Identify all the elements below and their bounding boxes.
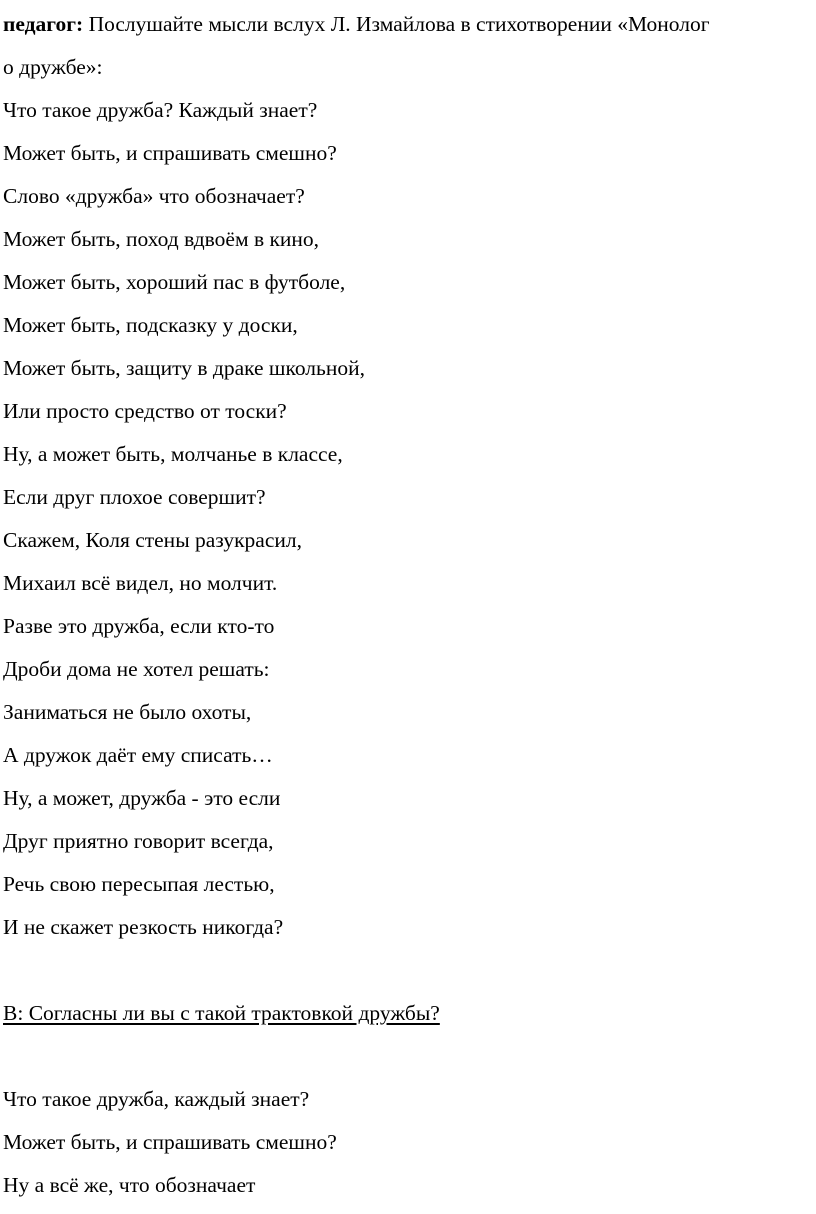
poem-line: И не скажет резкость никогда? [3, 915, 284, 939]
document-page [3, 10, 808, 1214]
question-text: В: Согласны ли вы с такой трактовкой дружбы? [3, 1001, 440, 1025]
intro-text-1: Послушайте мысли вслух Л. Измайлова в стихотворении «Монолог [83, 12, 710, 36]
poem-line: Может быть, защиту в драке школьной, [3, 356, 365, 380]
poem-line: Разве это дружба, если кто-то [3, 614, 275, 638]
poem-line: Может быть, хороший пас в футболе, [3, 270, 346, 294]
poem-line: Заниматься не было охоты, [3, 700, 252, 724]
poem-line: Или просто средство от тоски? [3, 399, 287, 423]
poem-line: Что такое дружба? Каждый знает? [3, 98, 318, 122]
poem-line: Может быть, подсказку у доски, [3, 313, 298, 337]
poem-line: Скажем, Коля стены разукрасил, [3, 528, 302, 552]
question-line [3, 999, 808, 1042]
speaker-label: педагог [3, 12, 77, 36]
intro-line-2: о дружбе»: [3, 55, 103, 79]
poem-line: Ну а всё же, что обозначает [3, 1173, 256, 1197]
poem-line: Если друг плохое совершит? [3, 485, 266, 509]
poem-block [3, 96, 808, 956]
poem-line: Слово «дружба» что обозначает? [3, 184, 305, 208]
poem-line: Речь свою пересыпая лестью, [3, 872, 275, 896]
poem-line: Что такое дружба, каждый знает? [3, 1087, 310, 1111]
poem-continuation-block [3, 1085, 808, 1214]
blank-line [3, 1042, 808, 1085]
poem-line: Может быть, и спрашивать смешно? [3, 1130, 337, 1154]
poem-line: Ну, а может, дружба - это если [3, 786, 281, 810]
speaker-colon: : [76, 12, 84, 36]
poem-line: А дружок даёт ему списать… [3, 743, 273, 767]
poem-line: Михаил всё видел, но молчит. [3, 571, 278, 595]
poem-line: Ну, а может быть, молчанье в классе, [3, 442, 343, 466]
intro-line-1 [3, 10, 808, 53]
poem-line: Друг приятно говорит всегда, [3, 829, 274, 853]
poem-line: Может быть, и спрашивать смешно? [3, 141, 337, 165]
blank-line [3, 956, 808, 999]
poem-line: Может быть, поход вдвоём в кино, [3, 227, 320, 251]
poem-line: Дроби дома не хотел решать: [3, 657, 270, 681]
